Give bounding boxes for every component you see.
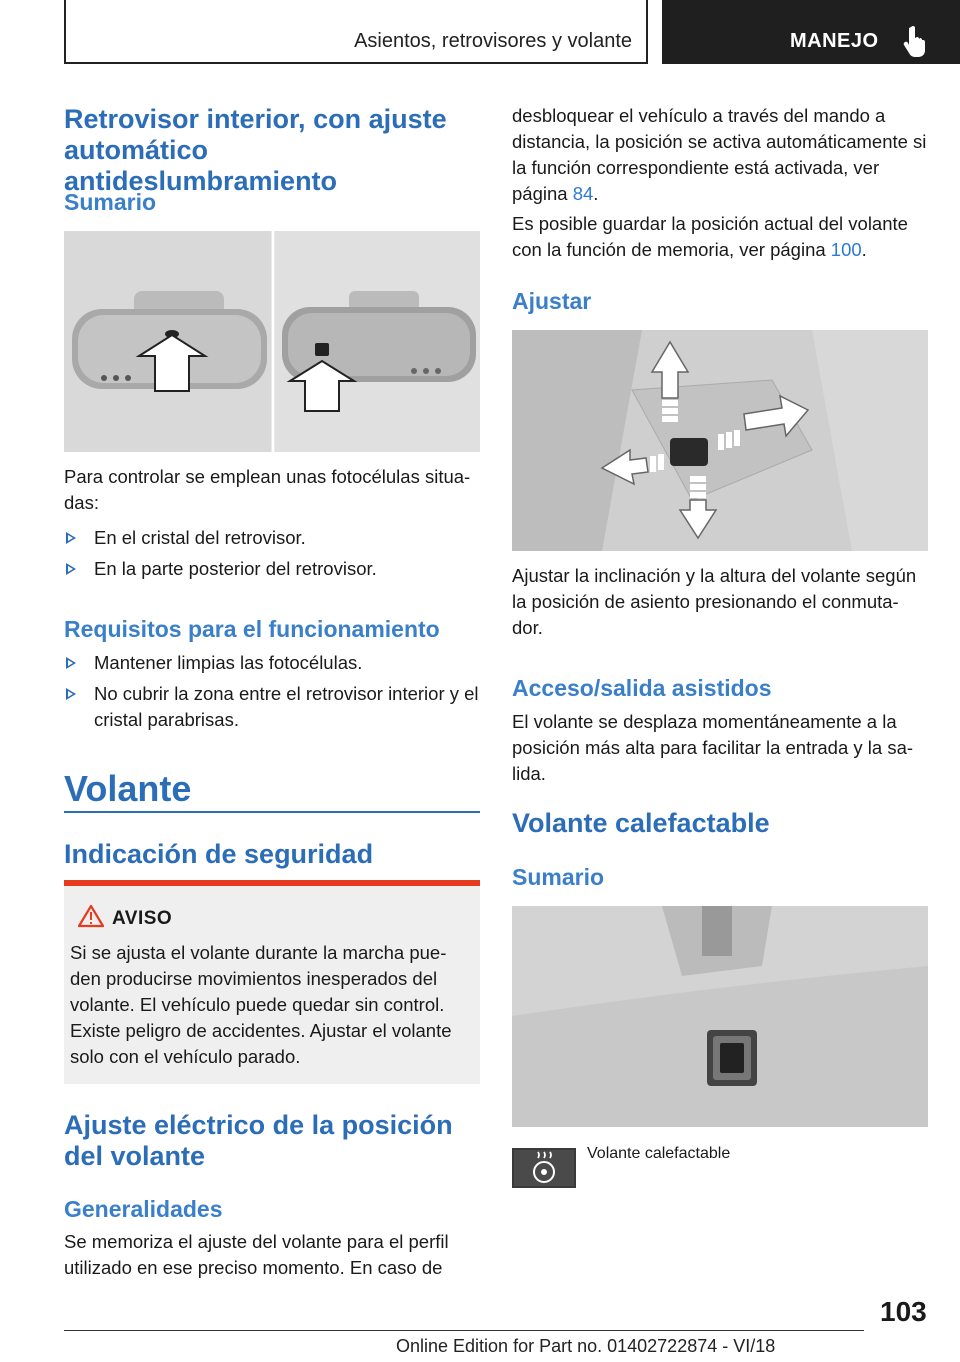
chapter-tab-label: MANEJO [790,30,879,52]
bullet-triangle-icon [66,563,76,575]
bullet-item: No cubrir la zona entre el retrovisor interior y el cristal parabrisas. [64,681,499,733]
warning-box [64,880,480,1084]
heated-wheel-photo [512,906,928,1127]
safety-heading: Indicación de seguridad [64,839,374,869]
footer-edition: Online Edition for Part no. 01402722874 - VI/18 [396,1336,776,1356]
mirror-section-title: Retrovisor interior, con ajuste automático antideslumbramiento [64,104,447,196]
bullet-triangle-icon [66,688,76,700]
heated-wheel-label: Volante calefactable [587,1145,731,1162]
warning-text: Si se ajusta el volante durante la marcha pue-den producirse movimientos inesperados del volante. El vehículo puede quedar sin control. Existe peligro de accidentes. Ajustar el volante solo con el vehículo parado. [70,942,452,1067]
bullet-item: Mantener limpias las fotocélulas. [64,650,510,676]
ajustar-heading: Ajustar [512,288,592,314]
page-link-100[interactable]: 100 [830,239,862,260]
header-chapter-tab[interactable] [662,0,960,64]
acceso-heading: Acceso/salida asistidos [512,675,772,701]
bullet-triangle-icon [66,657,76,669]
general-heading: Generalidades [64,1196,223,1222]
sumario-heading-2: Sumario [512,864,605,890]
adjust-switch-photo [512,330,928,551]
bullet-item: En el cristal del retrovisor. [64,525,510,551]
continued-paragraph-2: Es posible guardar la posición actual del volante con la función de memoria, ver página 100. [512,213,908,260]
electric-adjust-heading: Ajuste eléctrico de la posición del volante [64,1110,453,1171]
chapter-divider [64,811,480,813]
ajustar-paragraph: Ajustar la inclinación y la altura del volante según la posición de asiento presionando el conmuta-dor. [512,565,917,638]
page-link-84[interactable]: 84 [572,183,594,204]
requirements-heading: Requisitos para el funcionamiento [64,616,440,642]
header-section-title: Asientos, retrovisores y volante [354,30,632,52]
sumario-heading-1: Sumario [64,189,157,215]
mirror-photo [64,231,480,452]
hand-pointer-icon [902,24,932,58]
footer-rule [64,1330,864,1331]
volante-chapter-title: Volante [64,768,192,809]
page-number: 103 [880,1296,927,1327]
bullet-item: En la parte posterior del retrovisor. [64,556,510,582]
sensors-paragraph: Para controlar se emplean unas fotocélulas situa-das: [64,466,471,513]
continued-paragraph-1: desbloquear el vehículo a través del mando a distancia, la posición se activa automáticamente si la función correspondiente está activada, ver página 84. [512,105,927,204]
warning-title: AVISO [112,908,173,929]
heated-steering-wheel-icon [512,1148,576,1188]
bullet-triangle-icon [66,532,76,544]
header-section-box [64,0,648,64]
general-paragraph: Se memoriza el ajuste del volante para el perfil utilizado en ese preciso momento. En caso de [64,1231,449,1278]
acceso-paragraph: El volante se desplaza momentáneamente a la posición más alta para facilitar la entrada y la sa-lida. [512,711,914,784]
warning-triangle-icon [78,904,104,928]
heated-wheel-heading: Volante calefactable [512,808,770,838]
